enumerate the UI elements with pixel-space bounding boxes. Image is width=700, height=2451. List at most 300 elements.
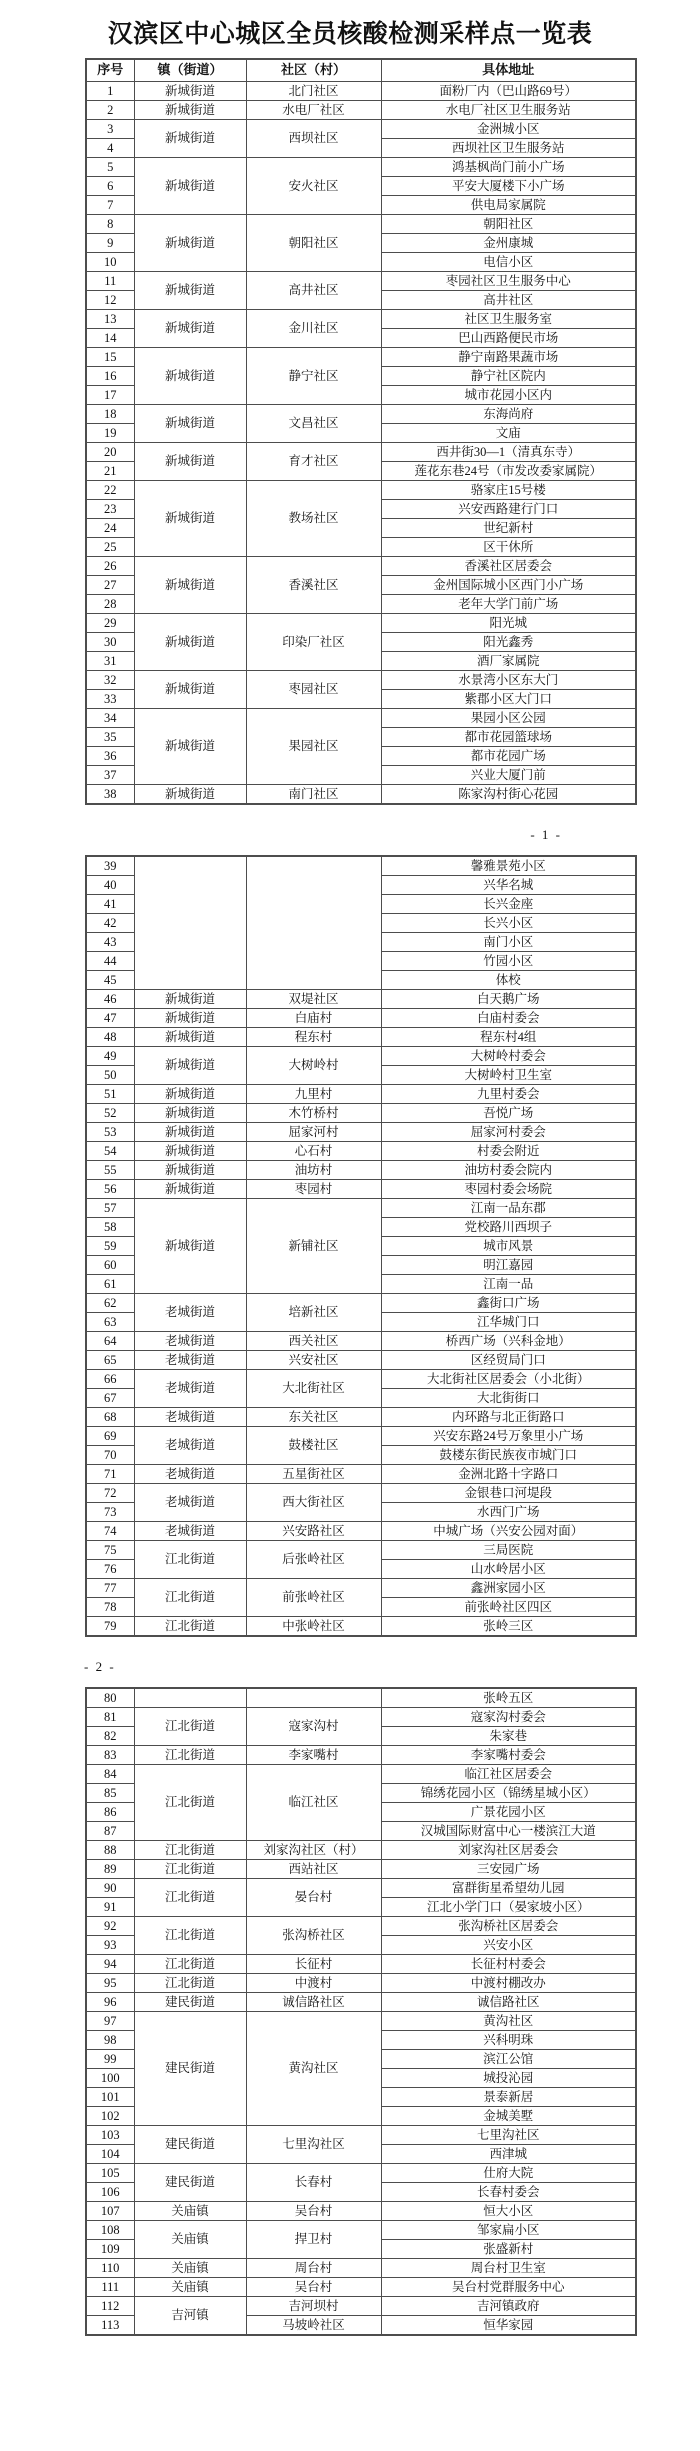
cell-town: 建民街道 bbox=[134, 1993, 246, 2012]
cell-town: 江北街道 bbox=[134, 1617, 246, 1637]
cell-no: 77 bbox=[86, 1579, 134, 1598]
cell-address: 滨江公馆 bbox=[381, 2050, 636, 2069]
cell-community: 程东村 bbox=[246, 1028, 381, 1047]
cell-town: 新城街道 bbox=[134, 310, 246, 348]
cell-no: 34 bbox=[86, 709, 134, 728]
cell-no: 28 bbox=[86, 595, 134, 614]
cell-no: 89 bbox=[86, 1860, 134, 1879]
table-row bbox=[86, 1104, 636, 1123]
cell-no: 39 bbox=[86, 856, 134, 876]
cell-community: 印染厂社区 bbox=[246, 614, 381, 671]
cell-address: 前张岭社区四区 bbox=[381, 1598, 636, 1617]
cell-town: 新城街道 bbox=[134, 1047, 246, 1085]
cell-address: 城市花园小区内 bbox=[381, 386, 636, 405]
cell-community: 张沟桥社区 bbox=[246, 1917, 381, 1955]
cell-no: 30 bbox=[86, 633, 134, 652]
cell-no: 70 bbox=[86, 1446, 134, 1465]
cell-address: 骆家庄15号楼 bbox=[381, 481, 636, 500]
cell-no: 33 bbox=[86, 690, 134, 709]
cell-no: 72 bbox=[86, 1484, 134, 1503]
cell-address: 世纪新村 bbox=[381, 519, 636, 538]
cell-community: 晏台村 bbox=[246, 1879, 381, 1917]
cell-no: 8 bbox=[86, 215, 134, 234]
cell-address: 电信小区 bbox=[381, 253, 636, 272]
cell-address: 酒厂家属院 bbox=[381, 652, 636, 671]
table-row bbox=[86, 1427, 636, 1446]
cell-address: 寇家沟村委会 bbox=[381, 1708, 636, 1727]
cell-address: 江南一品东郡 bbox=[381, 1199, 636, 1218]
table-row bbox=[86, 1708, 636, 1727]
cell-community: 寇家沟村 bbox=[246, 1708, 381, 1746]
cell-no: 74 bbox=[86, 1522, 134, 1541]
table-row bbox=[86, 1123, 636, 1142]
cell-community: 中渡村 bbox=[246, 1974, 381, 1993]
sampling-points-table-page-2 bbox=[85, 855, 637, 1637]
cell-no: 51 bbox=[86, 1085, 134, 1104]
cell-address: 兴科明珠 bbox=[381, 2031, 636, 2050]
table-body bbox=[86, 82, 636, 805]
cell-town: 老城街道 bbox=[134, 1332, 246, 1351]
table-row bbox=[86, 1541, 636, 1560]
cell-community: 九里村 bbox=[246, 1085, 381, 1104]
cell-no: 112 bbox=[86, 2297, 134, 2316]
cell-address: 江北小学门口（晏家坡小区） bbox=[381, 1898, 636, 1917]
cell-community: 静宁社区 bbox=[246, 348, 381, 405]
cell-no: 11 bbox=[86, 272, 134, 291]
cell-town: 新城街道 bbox=[134, 101, 246, 120]
cell-address: 广景花园小区 bbox=[381, 1803, 636, 1822]
cell-address: 西坝社区卫生服务站 bbox=[381, 139, 636, 158]
cell-no: 75 bbox=[86, 1541, 134, 1560]
cell-town: 新城街道 bbox=[134, 1085, 246, 1104]
cell-address: 长春村委会 bbox=[381, 2183, 636, 2202]
table-row bbox=[86, 2278, 636, 2297]
table-row bbox=[86, 101, 636, 120]
cell-no: 90 bbox=[86, 1879, 134, 1898]
cell-address: 油坊村委会院内 bbox=[381, 1161, 636, 1180]
table-row bbox=[86, 272, 636, 291]
cell-no: 10 bbox=[86, 253, 134, 272]
cell-town: 江北街道 bbox=[134, 1841, 246, 1860]
cell-address: 诚信路社区 bbox=[381, 1993, 636, 2012]
cell-no: 12 bbox=[86, 291, 134, 310]
cell-town: 新城街道 bbox=[134, 1161, 246, 1180]
cell-address: 屈家河村委会 bbox=[381, 1123, 636, 1142]
cell-no: 29 bbox=[86, 614, 134, 633]
cell-community: 果园社区 bbox=[246, 709, 381, 785]
cell-no: 93 bbox=[86, 1936, 134, 1955]
cell-town: 新城街道 bbox=[134, 443, 246, 481]
cell-no: 44 bbox=[86, 952, 134, 971]
cell-no: 78 bbox=[86, 1598, 134, 1617]
cell-address: 张盛新村 bbox=[381, 2240, 636, 2259]
table-row bbox=[86, 215, 636, 234]
cell-town: 新城街道 bbox=[134, 614, 246, 671]
cell-address: 临江社区居委会 bbox=[381, 1765, 636, 1784]
cell-address: 张岭五区 bbox=[381, 1688, 636, 1708]
cell-town: 新城街道 bbox=[134, 671, 246, 709]
cell-town: 关庙镇 bbox=[134, 2278, 246, 2297]
cell-address: 长兴金座 bbox=[381, 895, 636, 914]
cell-address: 馨雅景苑小区 bbox=[381, 856, 636, 876]
cell-town: 老城街道 bbox=[134, 1522, 246, 1541]
table-row bbox=[86, 1841, 636, 1860]
cell-no: 40 bbox=[86, 876, 134, 895]
cell-town: 建民街道 bbox=[134, 2012, 246, 2126]
table-row bbox=[86, 1180, 636, 1199]
cell-no: 79 bbox=[86, 1617, 134, 1637]
cell-address: 区干休所 bbox=[381, 538, 636, 557]
table-header bbox=[86, 59, 636, 82]
cell-no: 96 bbox=[86, 1993, 134, 2012]
cell-address: 香溪社区居委会 bbox=[381, 557, 636, 576]
page-number: - 2 - bbox=[84, 1659, 116, 1674]
table-row bbox=[86, 1294, 636, 1313]
table-row bbox=[86, 1917, 636, 1936]
cell-community: 屈家河村 bbox=[246, 1123, 381, 1142]
cell-address: 水电厂社区卫生服务站 bbox=[381, 101, 636, 120]
cell-community: 西坝社区 bbox=[246, 120, 381, 158]
cell-town: 新城街道 bbox=[134, 990, 246, 1009]
cell-address: 兴安东路24号万象里小广场 bbox=[381, 1427, 636, 1446]
cell-address: 白庙村委会 bbox=[381, 1009, 636, 1028]
cell-address: 金洲城小区 bbox=[381, 120, 636, 139]
cell-address: 明江嘉园 bbox=[381, 1256, 636, 1275]
table-row bbox=[86, 2259, 636, 2278]
cell-address: 中城广场（兴安公园对面） bbox=[381, 1522, 636, 1541]
cell-address: 景泰新居 bbox=[381, 2088, 636, 2107]
cell-no: 109 bbox=[86, 2240, 134, 2259]
cell-address: 陈家沟村街心花园 bbox=[381, 785, 636, 805]
cell-no: 56 bbox=[86, 1180, 134, 1199]
cell-address: 水西门广场 bbox=[381, 1503, 636, 1522]
cell-town: 吉河镇 bbox=[134, 2297, 246, 2336]
header-community: 社区（村） bbox=[246, 59, 381, 82]
cell-community: 油坊村 bbox=[246, 1161, 381, 1180]
cell-town: 老城街道 bbox=[134, 1427, 246, 1465]
cell-address: 长征村村委会 bbox=[381, 1955, 636, 1974]
table-row bbox=[86, 2297, 636, 2316]
table-row bbox=[86, 1765, 636, 1784]
cell-no: 85 bbox=[86, 1784, 134, 1803]
cell-no: 83 bbox=[86, 1746, 134, 1765]
cell-address: 七里沟社区 bbox=[381, 2126, 636, 2145]
cell-address: 张岭三区 bbox=[381, 1617, 636, 1637]
cell-address: 枣园村委会场院 bbox=[381, 1180, 636, 1199]
cell-no: 20 bbox=[86, 443, 134, 462]
cell-no: 107 bbox=[86, 2202, 134, 2221]
cell-no: 66 bbox=[86, 1370, 134, 1389]
cell-no: 81 bbox=[86, 1708, 134, 1727]
cell-no: 25 bbox=[86, 538, 134, 557]
table-row bbox=[86, 2012, 636, 2031]
cell-town: 新城街道 bbox=[134, 1142, 246, 1161]
cell-no: 36 bbox=[86, 747, 134, 766]
cell-no: 94 bbox=[86, 1955, 134, 1974]
cell-address: 金州国际城小区西门小广场 bbox=[381, 576, 636, 595]
cell-community: 七里沟社区 bbox=[246, 2126, 381, 2164]
table-row bbox=[86, 158, 636, 177]
cell-community: 双堤社区 bbox=[246, 990, 381, 1009]
cell-address: 城市风景 bbox=[381, 1237, 636, 1256]
cell-address: 恒大小区 bbox=[381, 2202, 636, 2221]
cell-no: 52 bbox=[86, 1104, 134, 1123]
cell-address: 富群街星希望幼儿园 bbox=[381, 1879, 636, 1898]
cell-no: 71 bbox=[86, 1465, 134, 1484]
cell-address: 鑫洲家园小区 bbox=[381, 1579, 636, 1598]
table-row bbox=[86, 2221, 636, 2240]
cell-town: 江北街道 bbox=[134, 1708, 246, 1746]
cell-address: 供电局家属院 bbox=[381, 196, 636, 215]
table-row bbox=[86, 481, 636, 500]
cell-address: 城投沁园 bbox=[381, 2069, 636, 2088]
table-row bbox=[86, 1860, 636, 1879]
cell-town: 老城街道 bbox=[134, 1294, 246, 1332]
cell-community: 西大街社区 bbox=[246, 1484, 381, 1522]
cell-town: 新城街道 bbox=[134, 1199, 246, 1294]
cell-community: 大北街社区 bbox=[246, 1370, 381, 1408]
cell-address: 江南一品 bbox=[381, 1275, 636, 1294]
cell-address: 都市花园篮球场 bbox=[381, 728, 636, 747]
cell-town: 新城街道 bbox=[134, 120, 246, 158]
cell-no: 63 bbox=[86, 1313, 134, 1332]
cell-no: 73 bbox=[86, 1503, 134, 1522]
cell-town: 江北街道 bbox=[134, 1746, 246, 1765]
cell-community: 兴安社区 bbox=[246, 1351, 381, 1370]
table-body bbox=[86, 1688, 636, 2335]
cell-address: 长兴小区 bbox=[381, 914, 636, 933]
cell-address: 邹家扁小区 bbox=[381, 2221, 636, 2240]
cell-community: 东关社区 bbox=[246, 1408, 381, 1427]
cell-community: 李家嘴村 bbox=[246, 1746, 381, 1765]
cell-town: 新城街道 bbox=[134, 709, 246, 785]
cell-no: 23 bbox=[86, 500, 134, 519]
table-row bbox=[86, 1484, 636, 1503]
cell-no: 42 bbox=[86, 914, 134, 933]
cell-no: 47 bbox=[86, 1009, 134, 1028]
cell-community: 西站社区 bbox=[246, 1860, 381, 1879]
cell-no: 105 bbox=[86, 2164, 134, 2183]
page-number: - 1 - bbox=[530, 827, 562, 842]
table-row bbox=[86, 557, 636, 576]
cell-no: 76 bbox=[86, 1560, 134, 1579]
cell-address: 恒华家园 bbox=[381, 2316, 636, 2336]
cell-address: 兴安西路建行门口 bbox=[381, 500, 636, 519]
cell-town: 新城街道 bbox=[134, 785, 246, 805]
table-row bbox=[86, 1688, 636, 1708]
cell-community: 水电厂社区 bbox=[246, 101, 381, 120]
cell-no: 5 bbox=[86, 158, 134, 177]
cell-address: 九里村委会 bbox=[381, 1085, 636, 1104]
table-row bbox=[86, 2164, 636, 2183]
cell-no: 9 bbox=[86, 234, 134, 253]
cell-no: 17 bbox=[86, 386, 134, 405]
cell-no: 87 bbox=[86, 1822, 134, 1841]
cell-town: 江北街道 bbox=[134, 1917, 246, 1955]
cell-address: 静宁社区院内 bbox=[381, 367, 636, 386]
table-pages-container bbox=[0, 58, 700, 2336]
cell-community: 中张岭社区 bbox=[246, 1617, 381, 1637]
table-body bbox=[86, 856, 636, 1636]
cell-town: 关庙镇 bbox=[134, 2221, 246, 2259]
table-row bbox=[86, 1579, 636, 1598]
table-row bbox=[86, 1370, 636, 1389]
cell-no: 80 bbox=[86, 1688, 134, 1708]
cell-address: 仕府大院 bbox=[381, 2164, 636, 2183]
cell-no: 16 bbox=[86, 367, 134, 386]
cell-address: 阳光城 bbox=[381, 614, 636, 633]
cell-address: 黄沟社区 bbox=[381, 2012, 636, 2031]
cell-no: 15 bbox=[86, 348, 134, 367]
cell-town: 新城街道 bbox=[134, 1009, 246, 1028]
cell-town: 老城街道 bbox=[134, 1370, 246, 1408]
cell-community: 长征村 bbox=[246, 1955, 381, 1974]
cell-town: 江北街道 bbox=[134, 1860, 246, 1879]
table-row bbox=[86, 1746, 636, 1765]
cell-no: 21 bbox=[86, 462, 134, 481]
cell-town: 老城街道 bbox=[134, 1484, 246, 1522]
cell-address: 吉河镇政府 bbox=[381, 2297, 636, 2316]
cell-no: 97 bbox=[86, 2012, 134, 2031]
cell-community: 安火社区 bbox=[246, 158, 381, 215]
cell-address: 李家嘴村委会 bbox=[381, 1746, 636, 1765]
page-title: 汉滨区中心城区全员核酸检测采样点一览表 bbox=[107, 21, 593, 48]
cell-no: 101 bbox=[86, 2088, 134, 2107]
cell-town bbox=[134, 856, 246, 990]
cell-address: 紫郡小区大门口 bbox=[381, 690, 636, 709]
table-row bbox=[86, 1199, 636, 1218]
cell-address: 果园小区公园 bbox=[381, 709, 636, 728]
cell-no: 82 bbox=[86, 1727, 134, 1746]
cell-no: 86 bbox=[86, 1803, 134, 1822]
cell-no: 2 bbox=[86, 101, 134, 120]
cell-no: 7 bbox=[86, 196, 134, 215]
cell-no: 41 bbox=[86, 895, 134, 914]
cell-community: 白庙村 bbox=[246, 1009, 381, 1028]
cell-town: 新城街道 bbox=[134, 557, 246, 614]
cell-town bbox=[134, 1688, 246, 1708]
cell-address: 大树岭村委会 bbox=[381, 1047, 636, 1066]
cell-community: 临江社区 bbox=[246, 1765, 381, 1841]
cell-address: 金城美墅 bbox=[381, 2107, 636, 2126]
cell-address: 社区卫生服务室 bbox=[381, 310, 636, 329]
cell-community: 北门社区 bbox=[246, 82, 381, 101]
header-no: 序号 bbox=[86, 59, 134, 82]
cell-address: 金洲北路十字路口 bbox=[381, 1465, 636, 1484]
table-row bbox=[86, 1522, 636, 1541]
table-row bbox=[86, 1617, 636, 1637]
cell-no: 22 bbox=[86, 481, 134, 500]
cell-no: 49 bbox=[86, 1047, 134, 1066]
cell-community: 兴安路社区 bbox=[246, 1522, 381, 1541]
table-row bbox=[86, 785, 636, 805]
cell-address: 吾悦广场 bbox=[381, 1104, 636, 1123]
cell-address: 张沟桥社区居委会 bbox=[381, 1917, 636, 1936]
cell-no: 68 bbox=[86, 1408, 134, 1427]
table-row bbox=[86, 310, 636, 329]
cell-community: 培新社区 bbox=[246, 1294, 381, 1332]
cell-community: 长春村 bbox=[246, 2164, 381, 2202]
cell-no: 14 bbox=[86, 329, 134, 348]
cell-address: 阳光鑫秀 bbox=[381, 633, 636, 652]
cell-no: 104 bbox=[86, 2145, 134, 2164]
cell-address: 平安大厦楼下小广场 bbox=[381, 177, 636, 196]
cell-address: 金州康城 bbox=[381, 234, 636, 253]
cell-town: 新城街道 bbox=[134, 158, 246, 215]
table-row bbox=[86, 2126, 636, 2145]
table-row bbox=[86, 1009, 636, 1028]
cell-no: 53 bbox=[86, 1123, 134, 1142]
cell-address: 水景湾小区东大门 bbox=[381, 671, 636, 690]
cell-no: 59 bbox=[86, 1237, 134, 1256]
cell-no: 4 bbox=[86, 139, 134, 158]
cell-address: 朱家巷 bbox=[381, 1727, 636, 1746]
cell-community: 马坡岭社区 bbox=[246, 2316, 381, 2336]
cell-address: 金银巷口河堤段 bbox=[381, 1484, 636, 1503]
cell-address: 白天鹅广场 bbox=[381, 990, 636, 1009]
cell-address: 竹园小区 bbox=[381, 952, 636, 971]
cell-address: 高井社区 bbox=[381, 291, 636, 310]
cell-address: 村委会附近 bbox=[381, 1142, 636, 1161]
cell-no: 46 bbox=[86, 990, 134, 1009]
table-row bbox=[86, 856, 636, 876]
cell-community: 西关社区 bbox=[246, 1332, 381, 1351]
cell-address: 朝阳社区 bbox=[381, 215, 636, 234]
cell-community: 金川社区 bbox=[246, 310, 381, 348]
cell-address: 莲花东巷24号（市发改委家属院） bbox=[381, 462, 636, 481]
cell-no: 64 bbox=[86, 1332, 134, 1351]
table-row bbox=[86, 1142, 636, 1161]
cell-no: 32 bbox=[86, 671, 134, 690]
table-row bbox=[86, 1085, 636, 1104]
table-row bbox=[86, 82, 636, 101]
cell-no: 106 bbox=[86, 2183, 134, 2202]
cell-community: 黄沟社区 bbox=[246, 2012, 381, 2126]
cell-address: 区经贸局门口 bbox=[381, 1351, 636, 1370]
cell-address: 江华城门口 bbox=[381, 1313, 636, 1332]
cell-town: 新城街道 bbox=[134, 82, 246, 101]
cell-address: 兴华名城 bbox=[381, 876, 636, 895]
cell-no: 108 bbox=[86, 2221, 134, 2240]
cell-community: 鼓楼社区 bbox=[246, 1427, 381, 1465]
cell-community: 大树岭村 bbox=[246, 1047, 381, 1085]
cell-no: 55 bbox=[86, 1161, 134, 1180]
cell-community: 后张岭社区 bbox=[246, 1541, 381, 1579]
table-row bbox=[86, 614, 636, 633]
cell-no: 67 bbox=[86, 1389, 134, 1408]
cell-community: 南门社区 bbox=[246, 785, 381, 805]
cell-no: 102 bbox=[86, 2107, 134, 2126]
cell-community: 刘家沟社区（村） bbox=[246, 1841, 381, 1860]
cell-town: 江北街道 bbox=[134, 1579, 246, 1617]
cell-address: 面粉厂内（巴山路69号） bbox=[381, 82, 636, 101]
cell-address: 东海尚府 bbox=[381, 405, 636, 424]
sampling-points-table-page-3 bbox=[85, 1687, 637, 2336]
cell-community: 高井社区 bbox=[246, 272, 381, 310]
header-row bbox=[86, 59, 636, 82]
cell-no: 13 bbox=[86, 310, 134, 329]
cell-address: 三局医院 bbox=[381, 1541, 636, 1560]
cell-no: 6 bbox=[86, 177, 134, 196]
cell-address: 兴业大厦门前 bbox=[381, 766, 636, 785]
cell-no: 57 bbox=[86, 1199, 134, 1218]
cell-address: 刘家沟社区居委会 bbox=[381, 1841, 636, 1860]
cell-address: 枣园社区卫生服务中心 bbox=[381, 272, 636, 291]
table-row bbox=[86, 1879, 636, 1898]
cell-town: 老城街道 bbox=[134, 1465, 246, 1484]
cell-community: 心石村 bbox=[246, 1142, 381, 1161]
cell-town: 关庙镇 bbox=[134, 2202, 246, 2221]
